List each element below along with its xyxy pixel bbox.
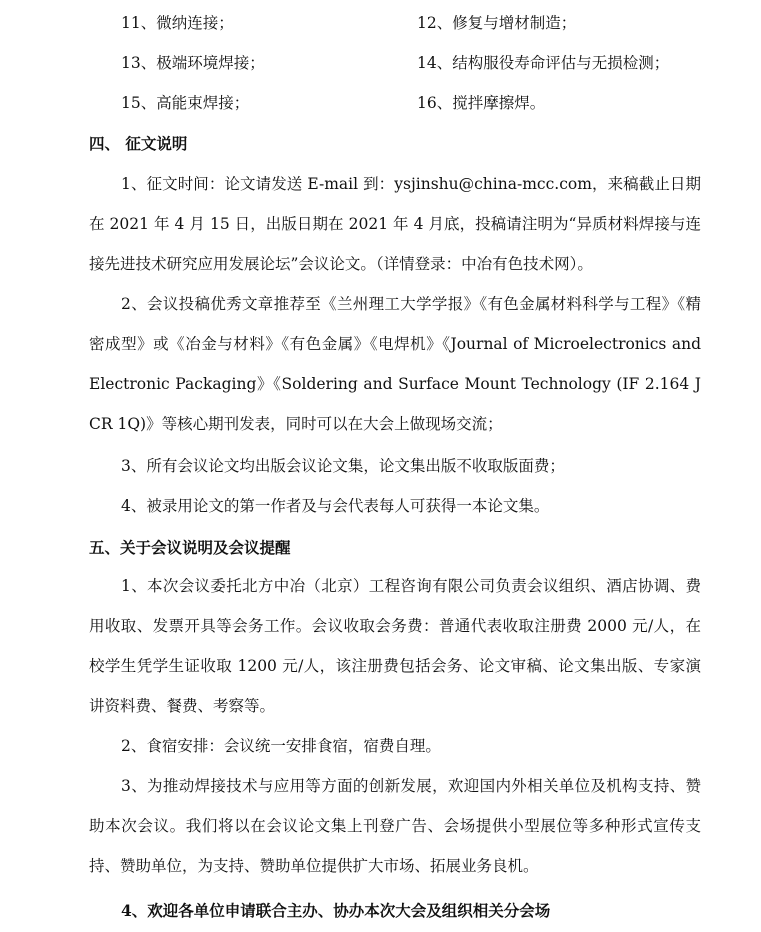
topic-row [0, 11, 761, 35]
section-heading: 四、 征文说明 [89, 134, 188, 153]
paragraph: 3、所有会议论文均出版会议论文集，论文集出版不收取版面费； [121, 457, 565, 475]
paragraph: 2、会议投稿优秀文章推荐至《兰州理工大学学报》《有色金属材料科学与工程》《精密成型》或《冶金与材料》《有色金属》《电焊机》《Journal of Microelectronics and Electronic Packaging》《Soldering and Surface Mount Technology (IF 2.164 JCR 1Q)》等核心期刊发表，同时可以在大会上做现场交流； [89, 295, 701, 433]
paragraph: 4、被录用论文的第一作者及与会代表每人可获得一本论文集。 [121, 497, 550, 515]
topic-item: 12、修复与增材制造； [417, 14, 577, 32]
topic-item: 16、搅拌摩擦焊。 [417, 94, 546, 112]
section-heading: 五、关于会议说明及会议提醒 [89, 538, 291, 557]
topic-row [0, 91, 761, 115]
topic-item: 15、高能束焊接； [121, 94, 250, 112]
paragraph: 1、本次会议委托北方中冶（北京）工程咨询有限公司负责会议组织、酒店协调、费用收取、发票开具等会务工作。会议收取会务费：普通代表收取注册费 2000 元/人，在校学生凭学生证收取 1200 元/人，该注册费包括会务、论文审稿、论文集出版、专家演讲资料费、餐费、考察等。 [89, 577, 701, 715]
paragraph: 2、食宿安排：会议统一安排食宿，宿费自理。 [121, 737, 441, 755]
topic-item: 13、极端环境焊接； [121, 54, 265, 72]
paragraph: 3、为推动焊接技术与应用等方面的创新发展，欢迎国内外相关单位及机构支持、赞助本次会议。我们将以在会议论文集上刊登广告、会场提供小型展位等多种形式宣传支持、赞助单位，为支持、赞助单位提供扩大市场、拓展业务良机。 [89, 777, 701, 875]
topic-row [0, 51, 761, 75]
topic-item: 11、微纳连接； [121, 14, 234, 32]
paragraph: 4、欢迎各单位申请联合主办、协办本次大会及组织相关分会场 [121, 901, 551, 920]
paragraph: 1、征文时间：论文请发送 E-mail 到：ysjinshu@china-mcc.com，来稿截止日期在 2021 年 4 月 15 日，出版日期在 2021 年 4 月底，投稿请注明为“异质材料焊接与连接先进技术研究应用发展论坛”会议论文。（详情登录：中冶有色技术网）。 [89, 175, 701, 273]
topic-item: 14、结构服役寿命评估与无损检测； [417, 54, 670, 72]
